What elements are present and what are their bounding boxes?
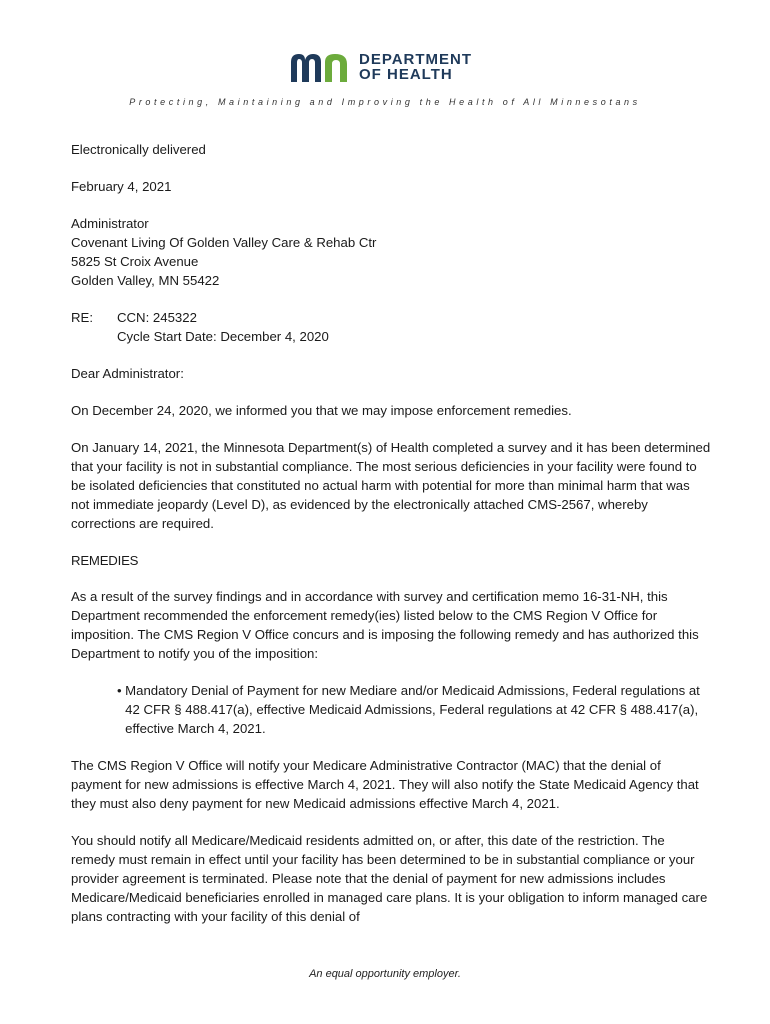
remedy-text: Mandatory Denial of Payment for new Mediare and/or Medicaid Admissions, Federal regulations at 42 CFR § 488.417(a), effective Medicaid Admissions, Federal regulations at 42 CFR § 488.417(a), effective March 4, 2021.: [125, 683, 700, 736]
address-line: Golden Valley, MN 55422: [71, 273, 220, 288]
paragraph-5: You should notify all Medicare/Medicaid residents admitted on, or after, this date of the restriction. The remedy must remain in effect until your facility has been determined to be in substantial compliance or your provider agreement is terminated. Please note that the denial of payment for new admissions includes Medicare/Medicaid beneficiaries enrolled in managed care plans. It is your obligation to inform managed care plans contracting with your facility of this denial of: [71, 833, 708, 924]
letter-date: February 4, 2021: [71, 179, 172, 194]
tagline: Protecting, Maintaining and Improving the Health of All Minnesotans: [129, 97, 641, 107]
remedies-heading: REMEDIES: [71, 553, 139, 568]
address-line: Administrator: [71, 216, 149, 231]
letter-body: [71, 140, 711, 944]
re-line: CCN: 245322: [117, 310, 197, 325]
paragraph-4: The CMS Region V Office will notify your Medicare Administrative Contractor (MAC) that the denial of payment for new admissions is effective March 4, 2021. They will also notify the State Medicaid Agency that they must also deny payment for new Medicaid admissions effective March 4, 2021.: [71, 758, 699, 811]
paragraph-3: As a result of the survey findings and in accordance with survey and certification memo 16-31-NH, this Department recommended the enforcement remedy(ies) listed below to the CMS Region V Office for imposition. The CMS Region V Office concurs and is imposing the following remedy and has authorized this Department to notify you of the imposition:: [71, 589, 699, 661]
paragraph-2: On January 14, 2021, the Minnesota Department(s) of Health completed a survey and it has been determined that your facility is not in substantial compliance. The most serious deficiencies in your facility were found to be isolated deficiencies that constituted no actual harm with potential for more than minimal harm that was not immediate jeopardy (Level D), as evidenced by the electronically attached CMS-2567, whereby corrections are required.: [71, 440, 711, 531]
delivery-method: Electronically delivered: [71, 142, 206, 157]
remedy-bullet: [117, 681, 711, 738]
salutation: Dear Administrator:: [71, 366, 184, 381]
letterhead: [0, 0, 770, 120]
re-line: Cycle Start Date: December 4, 2020: [117, 329, 329, 344]
footer-text: An equal opportunity employer.: [309, 968, 461, 980]
mn-health-logo: [289, 52, 472, 82]
re-label: RE:: [71, 310, 93, 325]
recipient-address: [71, 214, 711, 290]
mn-logo-icon: [289, 52, 351, 82]
logo-line-1: DEPARTMENT: [359, 51, 473, 68]
paragraph-1: On December 24, 2020, we informed you that we may impose enforcement remedies.: [71, 403, 572, 418]
bullet-icon: •: [117, 683, 122, 698]
address-line: Covenant Living Of Golden Valley Care & Rehab Ctr: [71, 235, 377, 250]
logo-line-2: OF HEALTH: [359, 66, 453, 83]
address-line: 5825 St Croix Avenue: [71, 254, 199, 269]
re-block: [71, 308, 711, 346]
